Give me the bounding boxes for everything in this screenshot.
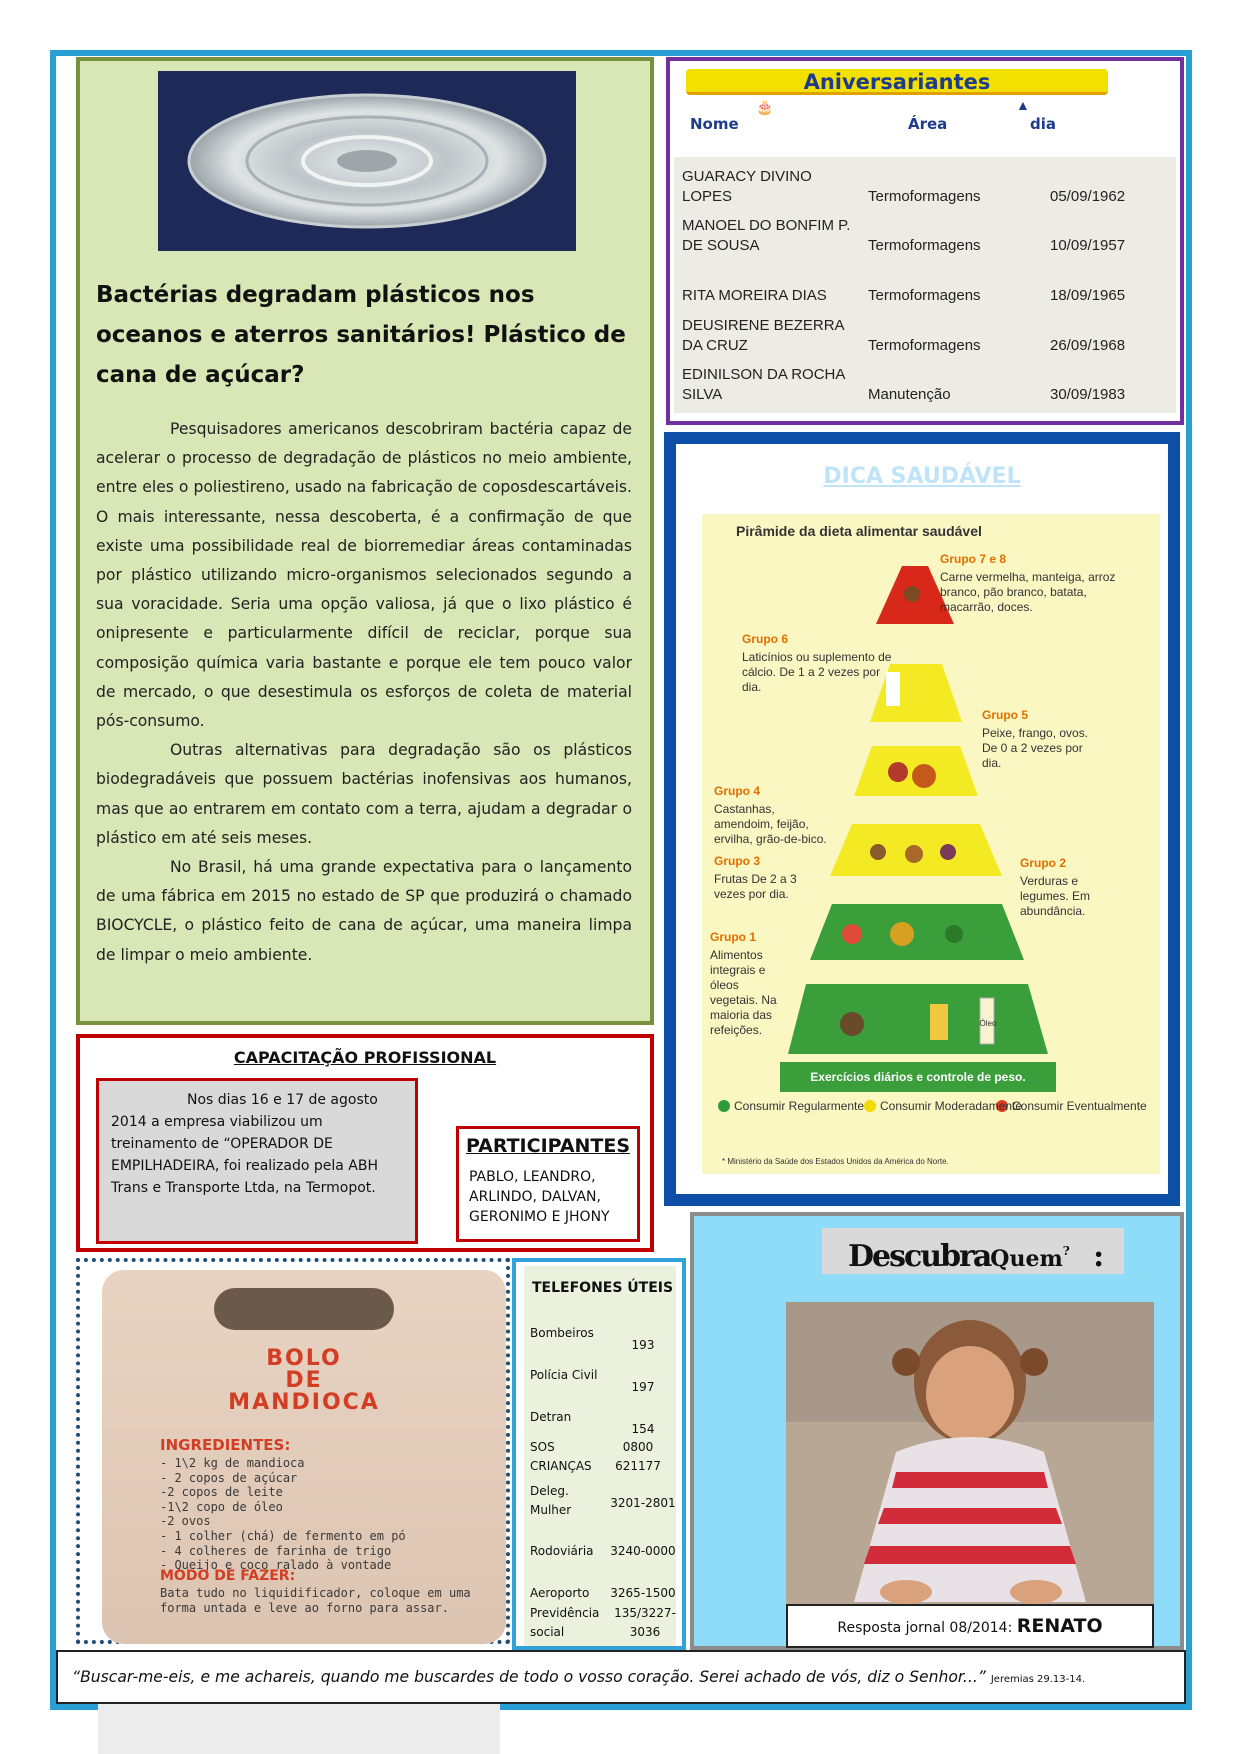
guess-who-box [690,1212,1184,1650]
pyramid-group-label: Grupo 1 [710,930,757,944]
ingredient-item: - 2 copos de açúcar [160,1470,298,1485]
useful-phones-title: TELEFONES ÚTEIS [532,1280,674,1296]
participants-line: GERONIMO E JHONY [469,1209,610,1225]
birthday-area: Manutenção [868,386,951,403]
phone-number: 3201-2801 [610,1496,676,1510]
pyramid-group-text: Peixe, frango, ovos. De 0 a 2 vezes por dia. [982,726,1089,770]
table-row [674,310,1176,358]
pyramid-group-label: Grupo 3 [714,854,761,868]
birthday-date: 10/09/1957 [1050,237,1126,254]
pyramid-group-label: Grupo 4 [714,784,761,798]
table-row [674,210,1176,258]
birthday-name: RITA MOREIRA DIAS [682,287,827,304]
article-title: Bactérias degradam plásticos nos oceanos e aterros sanitários! Plástico de cana de açúcar? [96,282,626,388]
phone-row [530,1366,678,1406]
useful-phones-panel [524,1266,676,1646]
pyramid-group-text: Carne vermelha, manteiga, arroz branco, pão branco, batata, macarrão, doces. [940,570,1116,614]
birthday-date: 26/09/1968 [1050,337,1126,354]
pyramid-group-text: Laticínios ou suplemento de cálcio. De 1 a 2 vezes por dia. [742,650,892,694]
legend-moderate: Consumir Moderadamente [880,1099,1023,1113]
phone-number: 3265-1500 [610,1586,676,1600]
phone-label: Deleg. Mulher [530,1484,572,1517]
column-header-area: Área [908,115,948,133]
recipe-title-line: BOLO [266,1346,342,1371]
birthday-name: MANOEL DO BONFIM P. DE SOUSA [682,217,851,254]
phone-number: 193 [631,1338,655,1352]
ingredients-title: INGREDIENTES: [160,1436,291,1454]
phone-number: 0800 621177 [615,1440,661,1473]
birthday-date: 30/09/1983 [1050,386,1126,403]
phone-label: Aeroporto [530,1586,590,1600]
oil-bottle-label: Óleo [979,1019,997,1028]
board-handle-hole [214,1288,394,1330]
pyramid-group-label: Grupo 6 [742,632,789,646]
column-header-day: dia [1030,115,1057,133]
birthday-name: EDINILSON DA ROCHA SILVA [682,366,845,403]
article-body [96,415,632,970]
birthday-area: Termoformagens [868,188,981,205]
birthday-area: Termoformagens [868,287,981,304]
pyramid-base-label: Exercícios diários e controle de peso. [810,1070,1026,1084]
birthday-name: GUARACY DIVINO LOPES [682,168,812,205]
training-box [76,1034,654,1252]
birthday-date: 05/09/1962 [1050,188,1126,205]
article-paragraph: No Brasil, há uma grande expectativa para o lançamento de uma fábrica em 2015 no estado de SP que produzirá o chamado BIOCYCLE, o plástico feito de cana de açúcar, uma maneira limpa de limpar o meio ambiente. [96,858,632,964]
phone-label: Detran [530,1410,572,1424]
pyramid-title: Pirâmide da dieta alimentar saudável [736,523,982,539]
phone-label: Rodoviária [530,1544,594,1558]
pyramid-group-text: Verduras e legumes. Em abundância. [1020,874,1091,918]
party-hat-icon: ▲ [1016,97,1030,113]
phone-row [530,1324,678,1364]
article-paragraph: Pesquisadores americanos descobriram bactéria capaz de acelerar o processo de degradação de plásticos no meio ambiente, entre eles o poliestireno, usado na fabricação de coposdescartáveis. O mais interessante, nessa descoberta, é a confirmação de que existe uma possibilidade real de biorremediar áreas contaminadas por plástico utilizando micro-organismos selecionados segundo a sua voracidade. Seria uma opção valiosa, já que o lixo plástico é onipresente e particularmente difícil de reciclar, porque sua composição química varia bastante e porque ele tem pouco valor de mercado, o que desestimula os esforços de coleta de material pós-consumo. [96,420,632,731]
guess-who-title [822,1228,1124,1274]
phone-row [530,1584,678,1606]
phone-label: Previdência social [530,1606,600,1639]
phone-row [530,1438,678,1478]
guess-who-title-big: Descubra [848,1239,991,1274]
training-title: CAPACITAÇÃO PROFISSIONAL [233,1048,497,1067]
phone-number: 154 [631,1422,655,1436]
legend-eventual: Consumir Eventualmente [1012,1099,1147,1113]
method-title: MODO DE FAZER: [160,1568,296,1584]
birthday-name: DEUSIRENE BEZERRA DA CRUZ [682,317,844,354]
birthdays-box [666,57,1184,425]
table-row [674,359,1176,407]
method-text: Bata tudo no liquidificador, coloque em uma forma untada e leve ao forno para assar. [160,1586,471,1615]
article-box [76,57,654,1025]
bible-quote [56,1650,1186,1704]
participants-line: PABLO, LEANDRO, [469,1169,596,1185]
recipe-title-line: MANDIOCA [228,1390,380,1415]
participants-line: ARLINDO, DALVAN, [469,1189,601,1205]
article-paragraph: Outras alternativas para degradação são os plásticos biodegradáveis que possuem bactérias inofensivas aos humanos, mas que ao entrarem em contato com a terra, ajudam a degradar o plástico em até seis meses. [96,741,632,847]
useful-phones-box [512,1258,686,1650]
birthdays-banner: Aniversariantes [686,69,1108,95]
healthy-tip-box [664,432,1180,1206]
pyramid-group-text: Castanhas, amendoim, feijão, ervilha, grão-de-bico. [714,802,827,846]
pyramid-group-text: Frutas De 2 a 3 vezes por dia. [714,872,797,901]
training-text-box [96,1078,418,1244]
pyramid-group-text: Alimentos integrais e óleos vegetais. Na maioria das refeições. [710,948,777,1037]
participants-title: PARTICIPANTES [465,1135,631,1157]
quote-reference: Jeremias 29.13-14. [990,1674,1086,1685]
training-line: Nos dias 16 e 17 de agosto [187,1092,378,1108]
previous-answer [786,1604,1154,1648]
previous-answer-name: RENATO [1016,1615,1103,1637]
ingredient-item: -2 copos de leite [160,1485,283,1500]
bacteria-culture-photo [158,71,576,251]
phone-number: 135/3227-3036 [614,1606,676,1639]
baby-photo [786,1302,1154,1610]
recipe-frame [76,1258,510,1644]
phone-label: SOS CRIANÇAS [530,1440,592,1473]
ingredient-item: - 4 colheres de farinha de trigo [160,1543,392,1558]
previous-answer-label: Resposta jornal 08/2014: [837,1620,1013,1636]
table-row [674,260,1176,308]
ingredient-item: -1\2 copo de óleo [160,1499,283,1514]
ingredient-item: - 1\2 kg de mandioca [160,1456,305,1470]
ingredient-item: - Queijo e coco ralado à vontade [160,1558,392,1573]
pyramid-group-label: Grupo 5 [982,708,1029,722]
phone-label: Bombeiros [530,1326,594,1340]
recipe-board-image [102,1270,506,1644]
ingredient-item: - 1 colher (chá) de fermento em pó [160,1528,406,1543]
quote-text: “Buscar-me-eis, e me achareis, quando me buscardes de todo o vosso coração. Serei achado de vós, diz o Senhor...” [72,1668,986,1686]
birthday-area: Termoformagens [868,237,981,254]
phone-row [530,1604,678,1644]
page-shadow [98,1704,500,1754]
guess-who-title-end: : [1093,1239,1103,1274]
birthday-date: 18/09/1965 [1050,287,1126,304]
cake-icon: 🎂 [756,99,774,115]
pyramid-footnote: * Ministério da Saúde dos Estados Unidos da América do Norte. [722,1157,949,1166]
birthdays-table [674,157,1176,413]
training-line: Trans e Transporte Ltda, na Termopot. [111,1180,376,1196]
recipe-title [102,1348,506,1414]
phone-label: Polícia Civil [530,1368,598,1382]
column-header-name: Nome [690,115,739,133]
phone-row [530,1542,678,1566]
training-line: treinamento de “OPERADOR DE [111,1136,333,1152]
phone-number: 197 [631,1380,655,1394]
phone-number: 3240-0000 [610,1544,676,1558]
birthday-area: Termoformagens [868,337,981,354]
pyramid-group-label: Grupo 7 e 8 [940,552,1007,566]
recipe-title-line: DE [285,1368,323,1393]
healthy-tip-title: DICA SAUDÁVEL [823,464,1021,489]
training-line: EMPILHADEIRA, foi realizado pela ABH [111,1158,379,1174]
phone-row [530,1482,678,1522]
participants-list [469,1167,635,1227]
ingredients-list [160,1456,490,1573]
table-row [674,161,1176,209]
guess-who-title-small: Quem [990,1246,1063,1272]
training-line: 2014 a empresa viabilizou um [111,1114,323,1130]
guess-who-title-mark: ? [1062,1244,1068,1258]
legend-regular: Consumir Regularmente [734,1099,865,1113]
pyramid-group-label: Grupo 2 [1020,856,1067,870]
ingredient-item: -2 ovos [160,1514,211,1529]
food-pyramid-image [702,514,1160,1174]
participants-box [456,1126,640,1242]
